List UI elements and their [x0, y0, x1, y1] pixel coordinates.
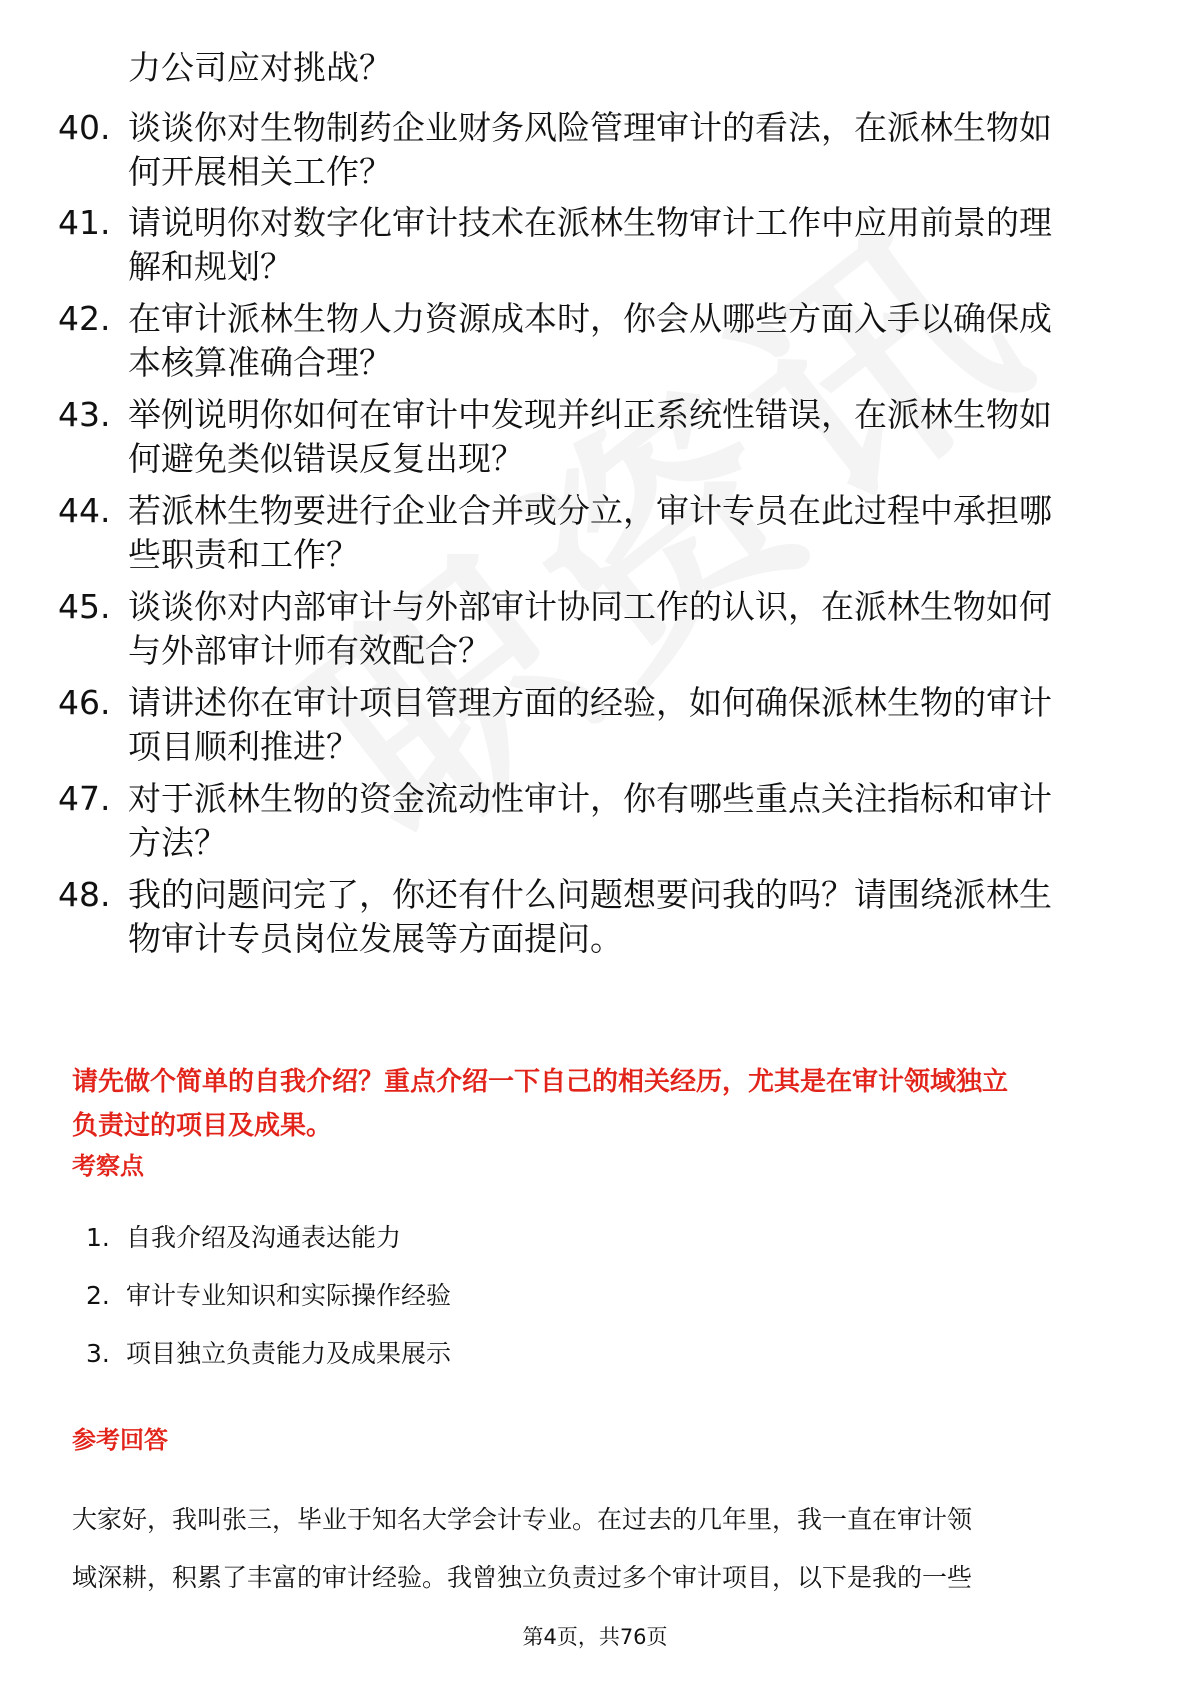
question-text: 我的问题问完了，你还有什么问题想要问我的吗？请围绕派林生: [128, 875, 1052, 914]
assessment-point-text: 自我介绍及沟通表达能力: [126, 1223, 402, 1252]
question-number: 43.: [58, 395, 111, 434]
question-continuation: 力公司应对挑战？: [128, 48, 392, 87]
question-number: 45.: [58, 587, 111, 626]
question-number: 44.: [58, 491, 111, 530]
question-text: 何开展相关工作？: [128, 152, 392, 191]
question-text: 物审计专员岗位发展等方面提问。: [128, 919, 623, 958]
assessment-point-text: 审计专业知识和实际操作经验: [126, 1281, 452, 1310]
question-text: 项目顺利推进？: [128, 727, 359, 766]
question-text: 谈谈你对内部审计与外部审计协同工作的认识，在派林生物如何: [128, 587, 1052, 626]
question-text: 何避免类似错误反复出现？: [128, 439, 524, 478]
question-text: 举例说明你如何在审计中发现并纠正系统性错误，在派林生物如: [128, 395, 1052, 434]
assessment-point-number: 1.: [86, 1223, 110, 1252]
question-text: 若派林生物要进行企业合并或分立，审计专员在此过程中承担哪: [128, 491, 1052, 530]
page-footer: 第4页，共76页: [522, 1625, 668, 1649]
question-text: 解和规划？: [128, 247, 293, 286]
question-number: 48.: [58, 875, 111, 914]
question-number: 46.: [58, 683, 111, 722]
assessment-point-number: 2.: [86, 1281, 110, 1310]
question-number: 41.: [58, 203, 111, 242]
assessment-point-number: 3.: [86, 1339, 110, 1368]
question-text: 请讲述你在审计项目管理方面的经验，如何确保派林生物的审计: [128, 683, 1052, 722]
question-text: 在审计派林生物人力资源成本时，你会从哪些方面入手以确保成: [128, 299, 1052, 338]
question-text: 本核算准确合理？: [128, 343, 392, 382]
reference-answer-line: 域深耕，积累了丰富的审计经验。我曾独立负责过多个审计项目，以下是我的一些: [72, 1563, 973, 1592]
question-text: 些职责和工作？: [128, 535, 359, 574]
question-number: 47.: [58, 779, 111, 818]
intro-question: [72, 1060, 1008, 1148]
question-number: 40.: [58, 108, 111, 147]
question-text: 对于派林生物的资金流动性审计，你有哪些重点关注指标和审计: [128, 779, 1052, 818]
question-text: 方法？: [128, 823, 227, 862]
reference-answer-line: 大家好，我叫张三，毕业于知名大学会计专业。在过去的几年里，我一直在审计领: [72, 1505, 973, 1534]
assessment-title: 考察点: [72, 1152, 144, 1180]
intro-question-line: 请先做个简单的自我介绍？重点介绍一下自己的相关经历，尤其是在审计领域独立: [72, 1067, 1009, 1097]
reference-title: 参考回答: [72, 1426, 168, 1454]
question-text: 谈谈你对生物制药企业财务风险管理审计的看法，在派林生物如: [128, 108, 1052, 147]
intro-question-line: 负责过的项目及成果。: [72, 1111, 333, 1141]
question-text: 与外部审计师有效配合？: [128, 631, 491, 670]
question-number: 42.: [58, 299, 111, 338]
question-text: 请说明你对数字化审计技术在派林生物审计工作中应用前景的理: [128, 203, 1052, 242]
assessment-point-text: 项目独立负责能力及成果展示: [126, 1339, 452, 1368]
